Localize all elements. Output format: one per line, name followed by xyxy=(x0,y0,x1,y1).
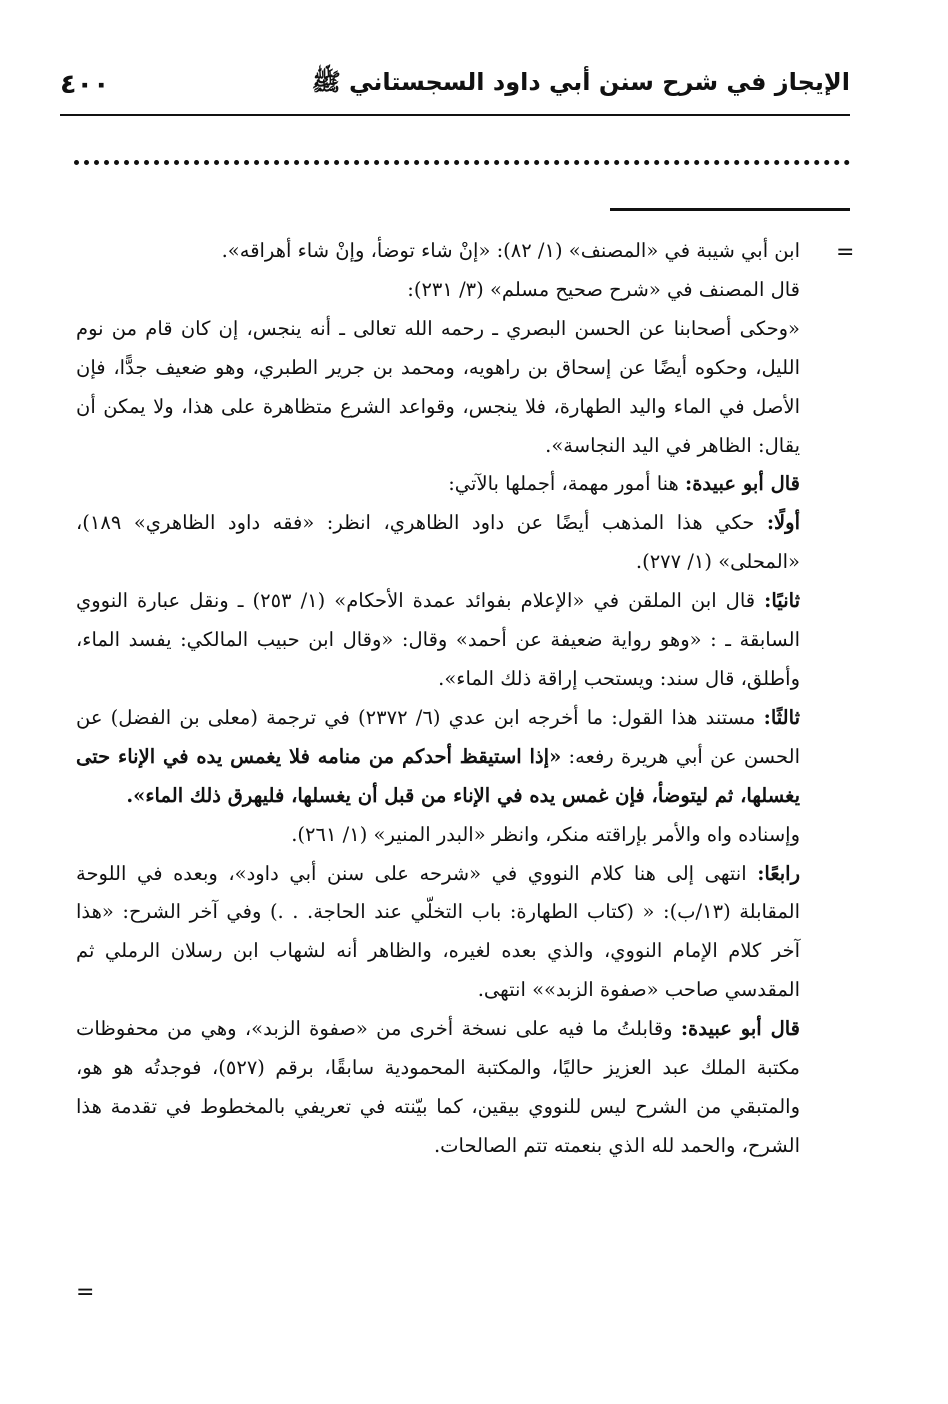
footnote-paragraph xyxy=(76,465,800,504)
paragraph-lead: رابعًا: xyxy=(757,861,800,885)
paragraph-lead: ثانيًا: xyxy=(764,589,800,613)
paragraph-text: انتهى إلى هنا كلام النووي في «شرحه على سنن أبي داود»، وبعده في اللوحة المقابلة (١٣/ب): « (كتاب الطهارة: باب التخلّي عند الحاجة. . .) وفي آخر الشرح: «هذا آخر كلام الإمام النووي، والذي بعده لغيره، والظاهر أنه لشهاب ابن رسلان الرملي ثم المقدسي صاحب «صفوة الزبد»» انتهى. xyxy=(76,861,800,1002)
footnote-paragraph: ابن أبي شيبة في «المصنف» (١/ ٨٢): «إنْ شاء توضأ، وإنْ شاء أهراقه». xyxy=(221,239,800,262)
paragraph-lead: قال أبو عبيدة: xyxy=(685,472,800,496)
hadith-quote: «إذا استيقظ أحدكم من منامه فلا يغمس يده في الإناء حتى يغسلها، ثم ليتوضأ، فإن غمس يده في الإناء من قبل أن يغسلها، فليهرق ذلك الماء». xyxy=(76,744,800,807)
continuation-mark: = xyxy=(836,240,855,265)
paragraph-text: حكي هذا المذهب أيضًا عن داود الظاهري، انظر: «فقه داود الظاهري» ١٨٩)، «المحلى» (١/ ٢٧٧). xyxy=(76,511,800,574)
footnote-rule xyxy=(610,208,850,211)
dotted-separator xyxy=(74,160,850,165)
paragraph-lead: قال أبو عبيدة: xyxy=(680,1017,800,1041)
header-rule xyxy=(60,114,850,116)
page-header xyxy=(60,62,850,106)
footnote-paragraph xyxy=(76,699,800,816)
footnote-paragraph xyxy=(76,504,800,582)
paragraph-text: وقابلتُ ما فيه على نسخة أخرى من «صفوة الزبد»، وهي من محفوظات مكتبة الملك عبد العزيز حاليًا، والمكتبة المحمودية سابقًا، برقم (٥٢٧)، فوجدتُه هو هو، والمتبقي من الشرح ليس للنووي بيقين، كما بيّنته في تعريفي بالمخطوط في تقدمة هذا الشرح، والحمد لله الذي بنعمته تتم الصالحات. xyxy=(76,1017,801,1157)
footnote-body xyxy=(76,232,800,1166)
quoted-paragraph: «وحكى أصحابنا عن الحسن البصري ـ رحمه الله تعالى ـ أنه ينجس، إن كان قام من نوم الليل، وحكوه أيضًا عن إسحاق بن راهويه، ومحمد بن جرير الطبري، وهو ضعيف جدًّا، فإن الأصل في الماء واليد الطهارة، فلا ينجس، وقواعد الشرع متظاهرة على هذا، ولا يمكن أن يقال: الظاهر في اليد النجاسة». xyxy=(76,316,800,457)
footnote-paragraph xyxy=(76,582,800,699)
paragraph-text: قال ابن الملقن في «الإعلام بفوائد عمدة الأحكام» (١/ ٢٥٣) ـ ونقل عبارة النووي السابقة ـ : «وهو رواية ضعيفة عن أحمد» وقال: «وقال ابن حبيب المالكي: يفسد الماء، وأطلق، قال سند: ويستحب إراقة ذلك الماء». xyxy=(76,589,800,690)
page-number: ٤٠٠ xyxy=(60,68,110,100)
paragraph-lead: ثالثًا: xyxy=(763,705,800,729)
paragraph-lead: أولًا: xyxy=(766,511,800,535)
footnote-paragraph: وإسناده واه والأمر بإراقته منكر، وانظر «البدر المنير» (١/ ٢٦١). xyxy=(291,822,800,846)
footnote-paragraph xyxy=(76,1010,800,1166)
paragraph-text: مستند هذا القول: ما أخرجه ابن عدي (٦/ ٢٣٧٢) في ترجمة (معلى بن الفضل) عن الحسن عن أبي هريرة رفعه: xyxy=(76,705,801,768)
footnote-paragraph xyxy=(76,855,800,1011)
running-title: الإيجاز في شرح سنن أبي داود السجستاني ﷺ xyxy=(311,67,850,96)
paragraph-text: هنا أمور مهمة، أجملها بالآتي: xyxy=(448,472,686,496)
continued-mark: = xyxy=(76,1280,95,1305)
footnote-paragraph: قال المصنف في «شرح صحيح مسلم» (٣/ ٢٣١): xyxy=(407,277,800,301)
